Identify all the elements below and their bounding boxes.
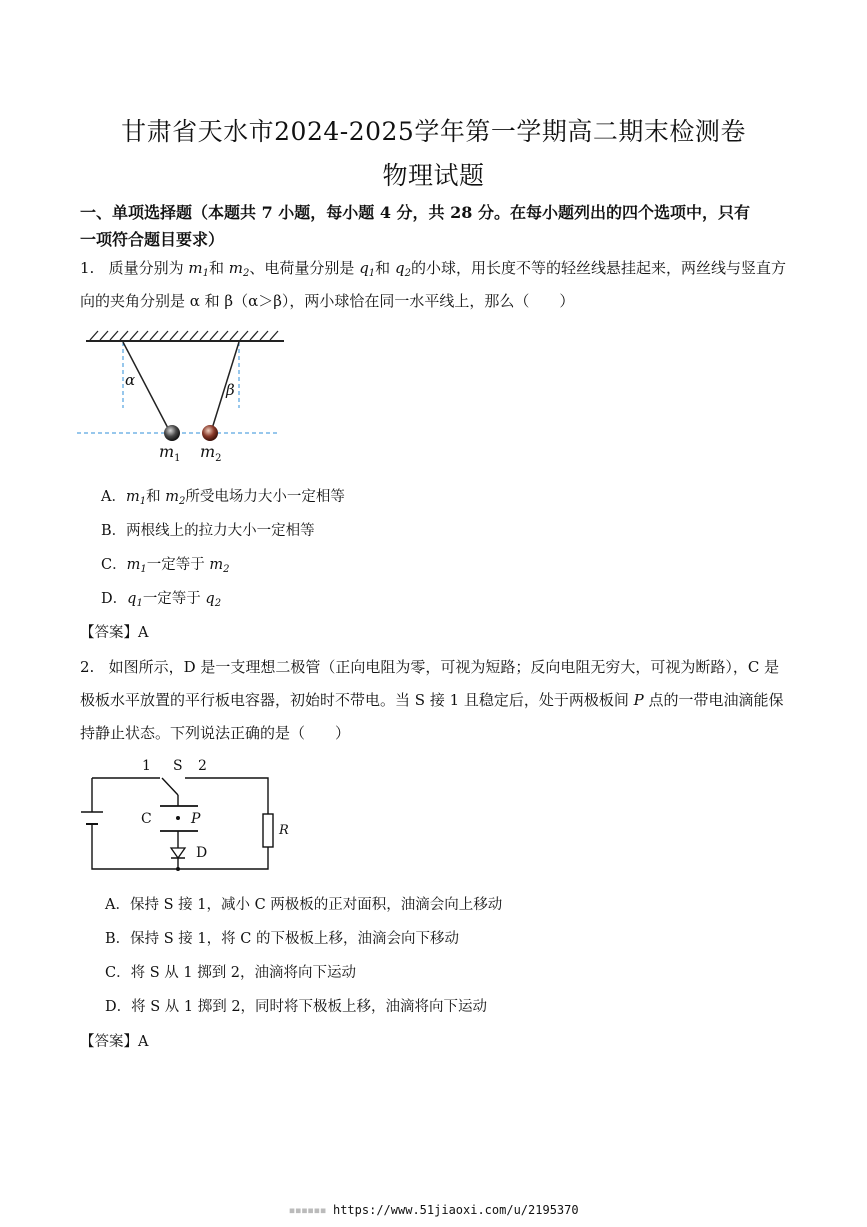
switch-label-1: 1 [142,758,151,774]
switch-label-2: 2 [198,758,207,774]
footer-url: ▪▪▪▪▪▪ https://www.51jiaoxi.com/u/2195370 [288,1203,579,1217]
diode-label: D [196,845,208,861]
junction-dot [176,867,180,871]
q1-answer: 【答案】A [80,625,149,641]
page-title: 甘肃省天水市2024-2025学年第一学期高二期末检测卷 [121,117,746,146]
beta-label: β [226,381,235,399]
ceiling [86,331,284,341]
ball-m1 [164,425,180,441]
page-subtitle: 物理试题 [382,161,485,190]
section-heading-line1: 一、单项选择题（本题共 7 小题，每小题 4 分，共 28 分。在每小题列出的四个选项中，只有 [80,203,750,222]
q2-option-d: D．将 S 从 1 掷到 2，同时将下极板上移，油滴将向下运动 [105,999,488,1015]
m1-label: $m_1$ [159,442,181,464]
q2-line1: 2. 如图所示，D 是一支理想二极管（正向电阻为零，可视为短路；反向电阻无穷大，可视为断路），C 是 [80,658,780,676]
resistor-label: R [279,823,289,838]
q2-circuit-figure [78,752,298,877]
q1-line1: 1. 质量分别为 $m_1$和 $m_2$、电荷量分别是 $q_1$和 $q_2$的小球，用长度不等的轻丝线悬挂起来，两丝线与竖直方 [80,259,786,279]
q1-line2: 向的夹角分别是 α 和 β（α＞β），两小球恰在同一水平线上，那么（ ） [80,292,575,310]
q1-option-d: D．$q_1$一定等于 $q_2$ [101,591,222,609]
resistor [263,814,273,847]
q2-option-b: B．保持 S 接 1，将 C 的下极板上移，油滴会向下移动 [105,931,459,947]
string-2 [211,342,239,432]
q2-answer: 【答案】A [80,1034,149,1050]
q2-number: 2. [80,658,95,676]
q1-option-c: C．$m_1$一定等于 $m_2$ [101,557,230,575]
q1-option-a: A．$m_1$和 $m_2$所受电场力大小一定相等 [101,489,345,507]
q1-option-b: B．两根线上的拉力大小一定相等 [101,523,315,539]
q2-option-c: C．将 S 从 1 掷到 2，油滴将向下运动 [105,965,357,981]
footer-watermark-icon: ▪▪▪▪▪▪ [288,1203,326,1217]
ball-m2 [202,425,218,441]
q1-number: 1. [80,259,95,277]
point-p-label: P [191,811,201,827]
capacitor-label: C [141,811,152,827]
oil-drop-dot [176,816,180,820]
q2-line3: 持静止状态。下列说法正确的是（ ） [80,724,351,742]
switch-blade [162,778,178,795]
q2-option-a: A．保持 S 接 1，减小 C 两极板的正对面积，油滴会向上移动 [105,897,503,913]
q2-line2: 极板水平放置的平行板电容器，初始时不带电。当 S 接 1 且稳定后，处于两极板间 P 点的一带电油滴能保 [80,691,784,709]
diode-icon [171,848,185,858]
q1-pendulum-figure [72,328,292,468]
switch-label-s: S [173,758,183,774]
m2-label: $m_2$ [200,442,222,464]
section-heading-line2: 一项符合题目要求） [80,230,225,249]
alpha-label: α [125,371,136,389]
